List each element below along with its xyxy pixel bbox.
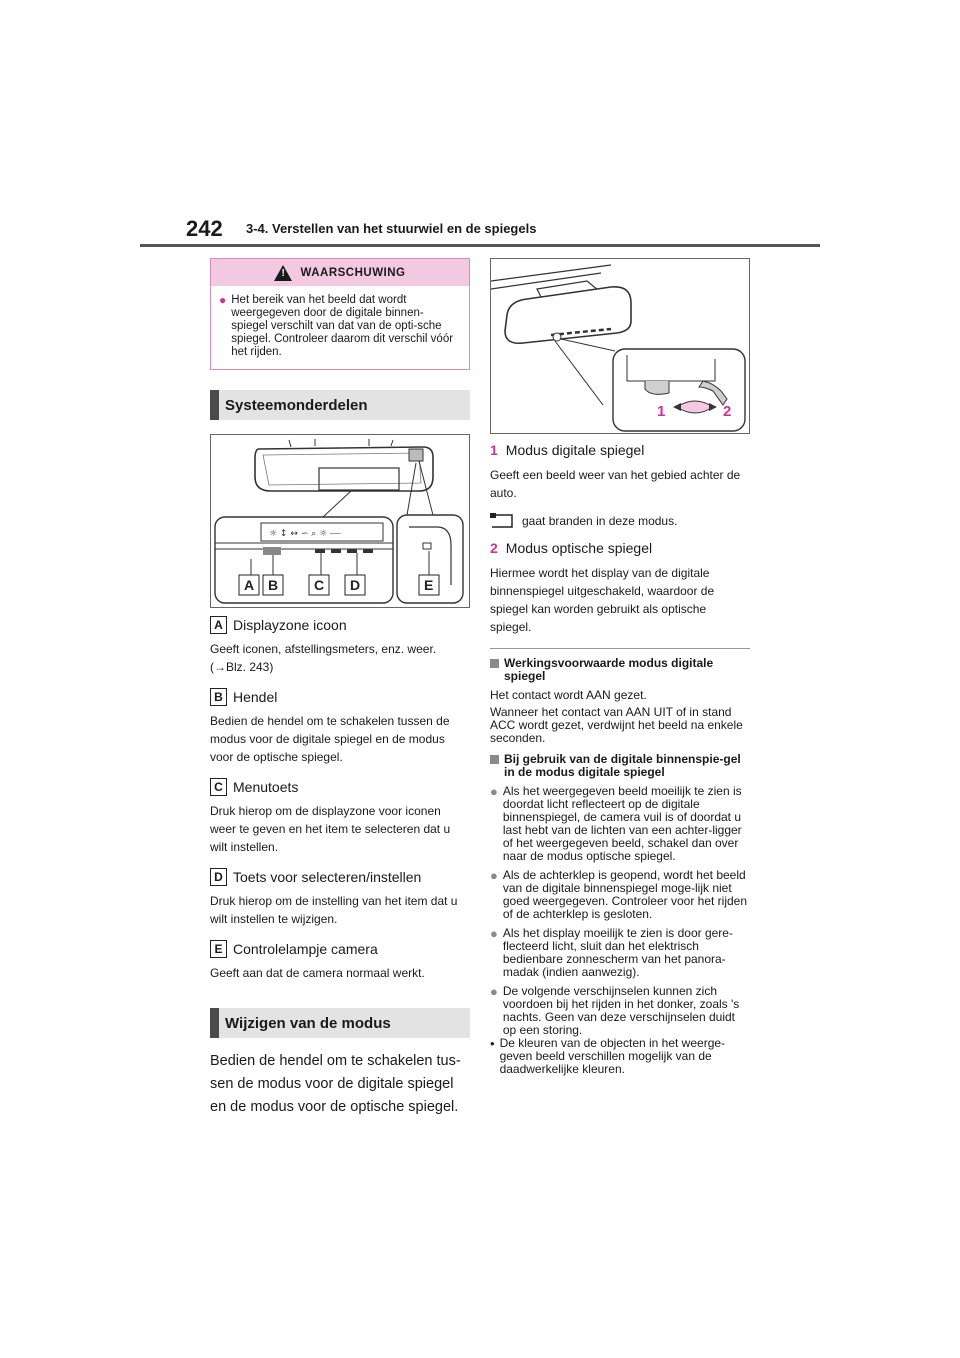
component-item-B bbox=[210, 688, 470, 706]
square-bullet-icon bbox=[490, 755, 499, 764]
component-label: B bbox=[210, 688, 227, 706]
header-rule bbox=[140, 244, 820, 247]
warning-text: Het bereik van het beeld dat wordt weergegeven door de digitale binnen-spiegel verschilt van dat van de opti-sche spiegel. Controleer daarom dit verschil vóór het rijden. bbox=[231, 294, 454, 358]
page-number: 242 bbox=[186, 216, 223, 241]
component-desc: Druk hierop om de instelling van het item dat u wilt instellen te wijzigen. bbox=[210, 894, 458, 926]
note-bullet-text: De volgende verschijnselen kunnen zich voordoen bij het rijden in het donker, zoals 's nachts. Geen van deze verschijnselen duidt op een storing. bbox=[502, 984, 740, 1037]
component-label: C bbox=[210, 778, 227, 796]
camera-mirror-icon bbox=[490, 513, 514, 529]
note-heading-text: Bij gebruik van de digitale binnenspie-gel in de modus digitale spiegel bbox=[504, 752, 741, 779]
component-title: Controlelampje camera bbox=[233, 941, 378, 957]
page-header bbox=[0, 0, 960, 250]
lever-illustration bbox=[491, 259, 749, 433]
figure-label-D: D bbox=[350, 577, 361, 593]
component-desc: Bedien de hendel om te schakelen tussen de modus voor de digitale spiegel en de modus voor de optische spiegel. bbox=[210, 714, 450, 764]
component-title: Toets voor selecteren/instellen bbox=[233, 869, 422, 885]
lever-figure bbox=[490, 258, 750, 434]
right-column bbox=[490, 258, 750, 1076]
note-heading-1 bbox=[490, 657, 750, 683]
component-label: E bbox=[210, 940, 227, 958]
mirror-illustration bbox=[211, 435, 469, 607]
component-item-D bbox=[210, 868, 470, 886]
square-bullet-icon bbox=[490, 659, 499, 668]
warning-header bbox=[211, 259, 469, 286]
section-heading-text: Wijzigen van de modus bbox=[225, 1014, 391, 1032]
note-bullet bbox=[490, 927, 750, 979]
component-item-C bbox=[210, 778, 470, 796]
sub-bullet-icon: • bbox=[490, 1036, 495, 1051]
mode-item-2 bbox=[490, 540, 750, 556]
warning-box bbox=[210, 258, 470, 370]
camera-indicator-text: gaat branden in deze modus. bbox=[522, 514, 678, 528]
mode-item-1 bbox=[490, 442, 750, 458]
warning-body bbox=[211, 286, 469, 369]
bullet-icon: ● bbox=[490, 868, 498, 883]
section-heading-text: Systeemonderdelen bbox=[225, 396, 368, 414]
figure-num-2: 2 bbox=[723, 403, 732, 420]
mode-desc: Geeft een beeld weer van het gebied achter de auto. bbox=[490, 468, 741, 500]
figure-num-1: 1 bbox=[657, 403, 666, 420]
figure-label-C: C bbox=[314, 577, 325, 593]
note-sub-bullet-text: De kleuren van de objecten in het weerge-geven beeld verschillen mogelijk van de daadwerkelijke kleuren. bbox=[499, 1036, 726, 1076]
svg-text:☼ ↕ ↔ ∽ ⌕ ☼ ⎯⎯⎯: ☼ ↕ ↔ ∽ ⌕ ☼ ⎯⎯⎯ bbox=[269, 529, 341, 539]
component-list bbox=[210, 616, 470, 982]
note-heading-text: Werkingsvoorwaarde modus digitale spiegel bbox=[504, 656, 714, 683]
section-heading-mode bbox=[210, 1008, 470, 1038]
component-label: D bbox=[210, 868, 227, 886]
figure-label-B: B bbox=[268, 577, 279, 593]
note-text: Wanneer het contact van AAN UIT of in stand ACC wordt gezet, verdwijnt het beeld na enkele seconden. bbox=[490, 705, 743, 745]
component-title: Hendel bbox=[233, 689, 278, 705]
mode-num: 1 bbox=[490, 442, 498, 458]
mode-num: 2 bbox=[490, 540, 498, 556]
section-heading-components bbox=[210, 390, 470, 420]
camera-indicator-line bbox=[490, 512, 750, 530]
component-label: A bbox=[210, 616, 227, 634]
component-desc: Druk hierop om de displayzone voor iconen weer te geven en het item te selecteren dat u wilt instellen. bbox=[210, 804, 451, 854]
note-bullet bbox=[490, 785, 750, 863]
figure-label-E: E bbox=[424, 577, 434, 593]
component-item-E bbox=[210, 940, 470, 958]
mode-title: Modus optische spiegel bbox=[505, 540, 653, 556]
component-title: Menutoets bbox=[233, 779, 299, 795]
warning-title: WAARSCHUWING bbox=[300, 266, 406, 279]
component-desc: Geeft iconen, afstellingsmeters, enz. weer. (→Blz. 243) bbox=[210, 642, 437, 674]
mode-intro: Bedien de hendel om te schakelen tus-sen de modus voor de digitale spiegel en de modus voor de optische spiegel. bbox=[210, 1053, 461, 1115]
warning-icon: ! bbox=[274, 265, 292, 281]
note-bullet bbox=[490, 869, 750, 921]
component-desc: Geeft aan dat de camera normaal werkt. bbox=[210, 966, 425, 980]
mode-desc: Hiermee wordt het display van de digitale binnenspiegel uitgeschakeld, waardoor de spiegel kan worden gebruikt als optische spiegel. bbox=[490, 566, 715, 634]
note-heading-2 bbox=[490, 753, 750, 779]
mirror-figure bbox=[210, 434, 470, 608]
bullet-icon: ● bbox=[490, 984, 498, 999]
note-sub-bullet bbox=[490, 1037, 750, 1076]
bullet-icon: ● bbox=[490, 926, 498, 941]
note-bullet-text: Als het weergegeven beeld moeilijk te zien is doordat licht reflecteert op de digitale binnenspiegel, de camera vuil is of doordat u last hebt van de lichten van een achter-ligger of het weergegeven beeld, schakel dan over naar de modus optische spiegel. bbox=[502, 784, 742, 863]
note-bullet-text: Als het display moeilijk te zien is door gere-flecteerd licht, sluit dan het elektrisch bedienbare zonnescherm van het panora-madak (indien aanwezig). bbox=[502, 926, 733, 979]
left-column bbox=[210, 258, 470, 1119]
note-bullet-text: Als de achterklep is geopend, wordt het beeld van de digitale binnenspiegel moge-lijk niet goed weergegeven. Controleer voor het rijden of de achterklep is gesloten. bbox=[502, 868, 748, 921]
component-title: Displayzone icoon bbox=[233, 617, 347, 633]
bullet-icon: ● bbox=[219, 293, 227, 307]
component-item-A bbox=[210, 616, 470, 634]
bullet-icon: ● bbox=[490, 784, 498, 799]
note-text: Het contact wordt AAN gezet. bbox=[490, 688, 647, 702]
mode-title: Modus digitale spiegel bbox=[505, 442, 645, 458]
figure-label-A: A bbox=[244, 577, 255, 593]
note-bullet bbox=[490, 985, 750, 1037]
section-title: 3-4. Verstellen van het stuurwiel en de spiegels bbox=[246, 221, 537, 236]
